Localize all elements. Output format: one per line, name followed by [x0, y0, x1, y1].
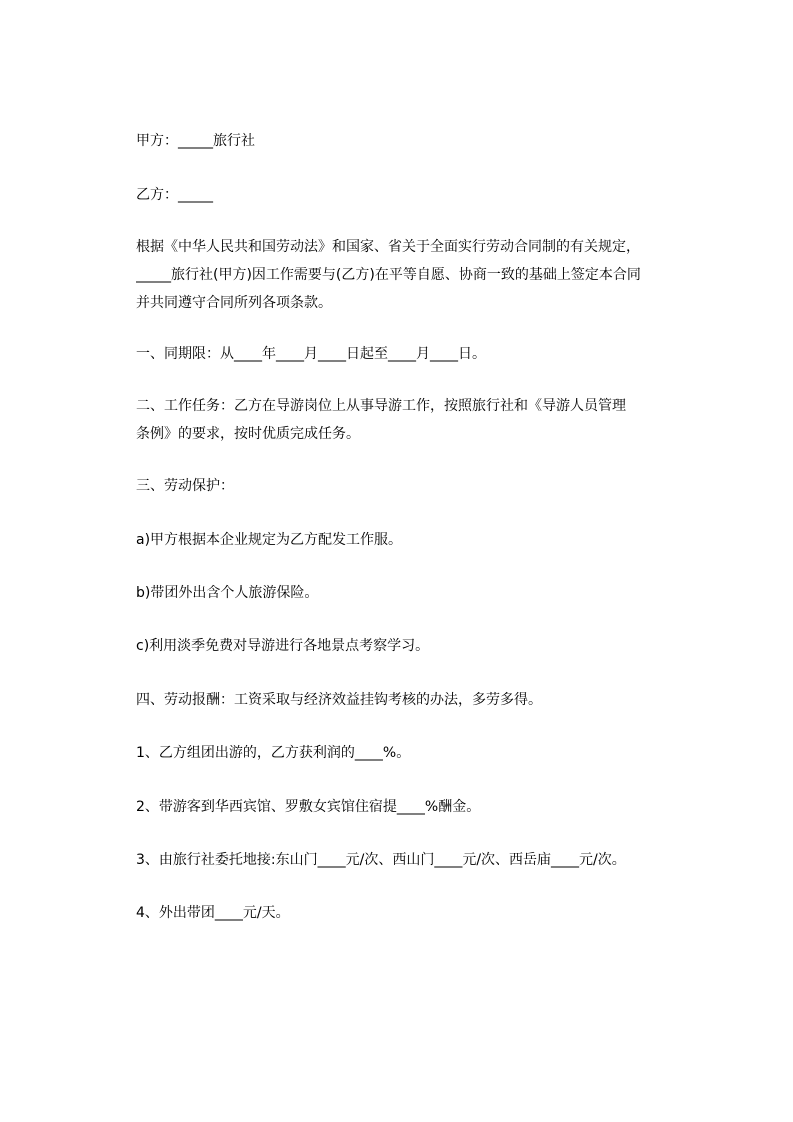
protection-item-c: c)利用淡季免费对导游进行各地景点考察学习。: [136, 638, 430, 654]
pay-item-4: 4、外出带团____元/天。: [136, 905, 290, 921]
pay-item-1: 1、乙方组团出游的，乙方获利润的____%。: [136, 745, 411, 761]
duty-line-2: 条例》的要求，按时优质完成任务。: [136, 426, 360, 442]
protection-item-b: b)带团外出含个人旅游保险。: [136, 585, 319, 601]
duty-line-1: 二、工作任务：乙方在导游岗位上从事导游工作，按照旅行社和《导游人员管理: [136, 398, 626, 414]
intro-line-2: _____旅行社(甲方)因工作需要与(乙方)在平等自愿、协商一致的基础上签定本合同: [136, 267, 641, 283]
intro-line-3: 并共同遵守合同所列各项条款。: [136, 295, 332, 311]
term-clause: 一、同期限：从____年____月____日起至____月____日。: [136, 346, 486, 362]
pay-item-3: 3、由旅行社委托地接:东山门____元/次、西山门____元/次、西岳庙____元/次。: [136, 852, 626, 868]
protection-title: 三、劳动保护：: [136, 478, 234, 494]
protection-item-a: a)甲方根据本企业规定为乙方配发工作服。: [136, 532, 403, 548]
party-b-line: 乙方：_____: [136, 187, 213, 203]
party-a-line: 甲方：_____旅行社: [136, 133, 255, 149]
pay-title: 四、劳动报酬：工资采取与经济效益挂钩考核的办法，多劳多得。: [136, 692, 542, 708]
pay-item-2: 2、带游客到华西宾馆、罗敷女宾馆住宿提____%酬金。: [136, 799, 481, 815]
intro-line-1: 根据《中华人民共和国劳动法》和国家、省关于全面实行劳动合同制的有关规定，: [136, 239, 640, 255]
